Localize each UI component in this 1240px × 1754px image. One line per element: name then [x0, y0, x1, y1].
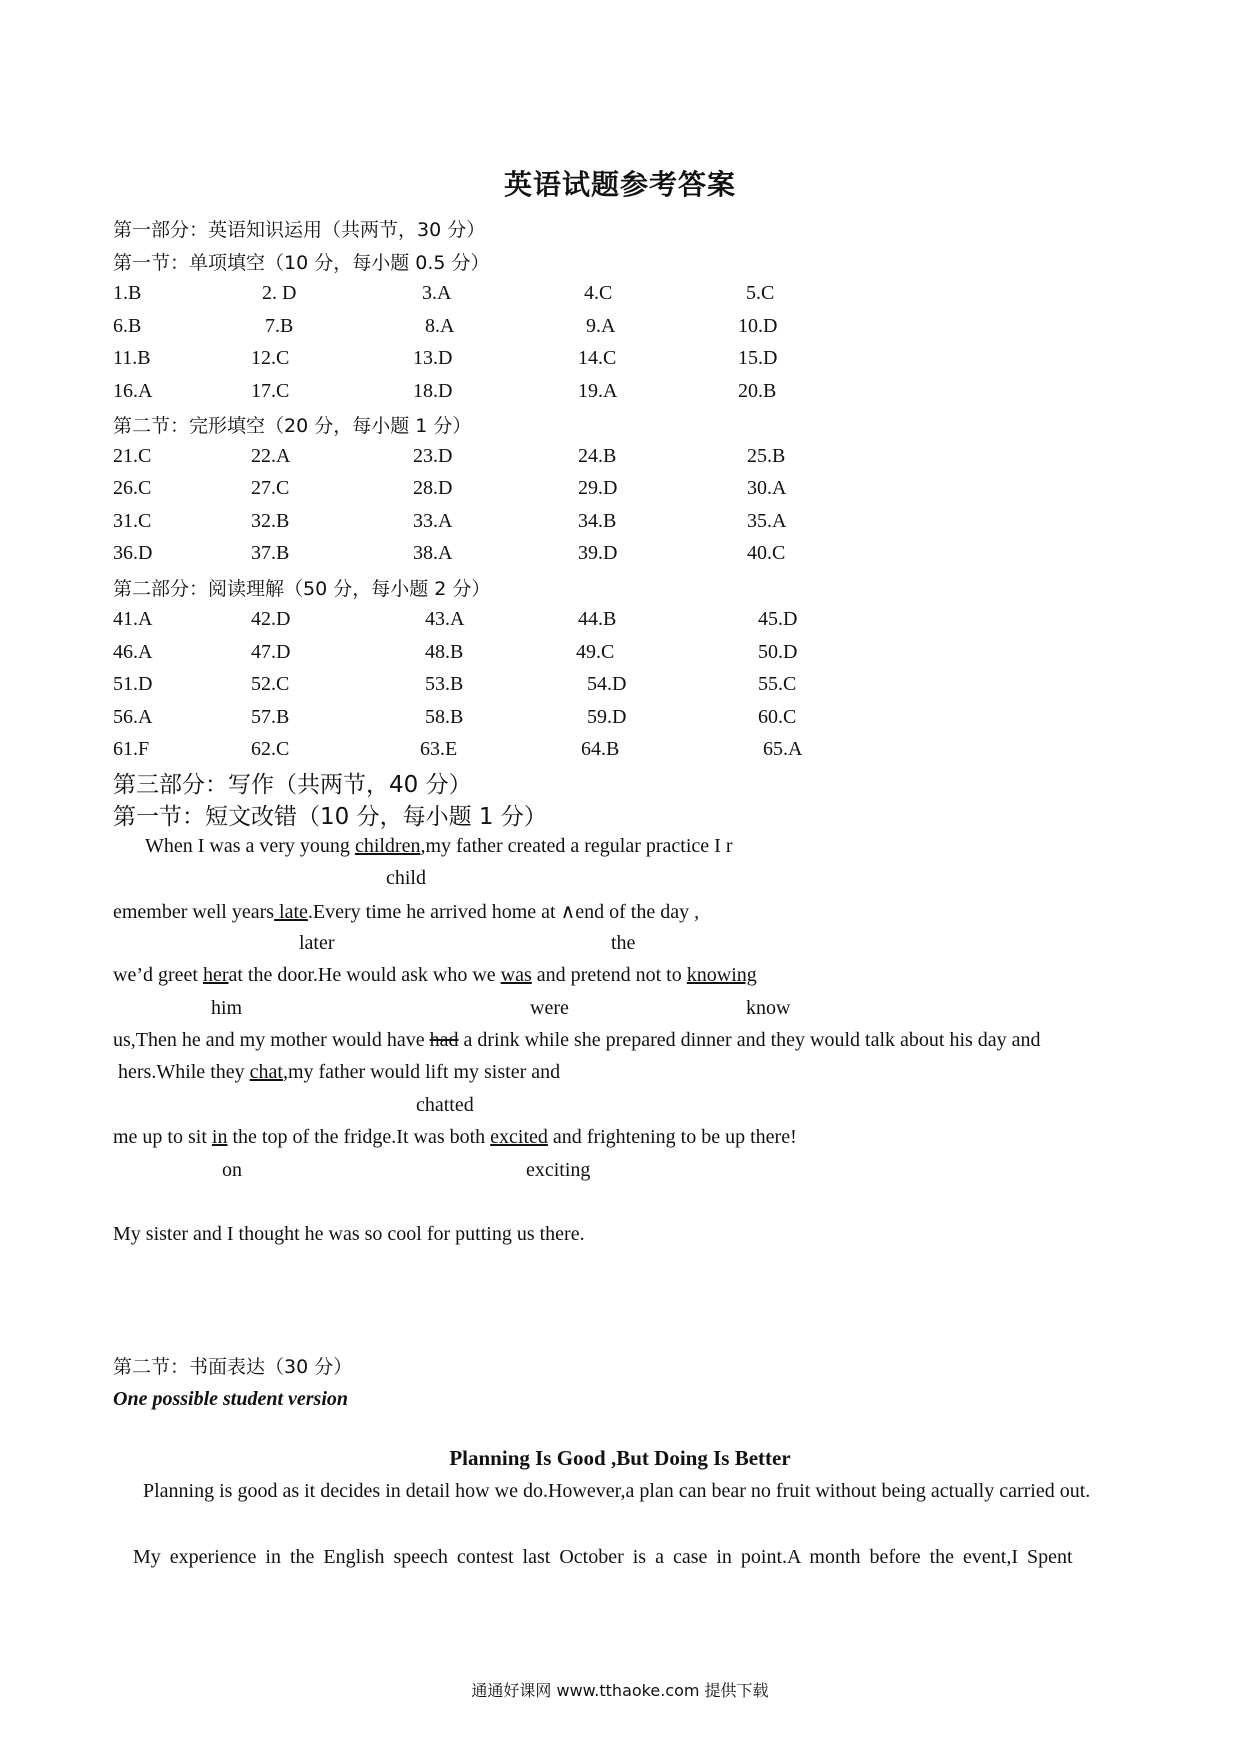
- answer-row: [0, 608, 1240, 636]
- correction-text: ,my father created a regular practice I r: [420, 835, 733, 857]
- correction-answer: him: [211, 997, 243, 1019]
- answer-cell: 31.C: [113, 510, 152, 532]
- answer-cell: 41.A: [113, 608, 153, 630]
- answer-cell: 50.D: [758, 641, 798, 663]
- part3-heading: 第三部分：写作（共两节，40 分）: [113, 772, 472, 798]
- answer-row: [0, 347, 1240, 375]
- answer-cell: 14.C: [578, 347, 617, 369]
- correction-answer: on: [222, 1159, 242, 1181]
- answer-cell: 10.D: [738, 315, 778, 337]
- correction-answer: the: [611, 932, 636, 954]
- correction-error: in: [211, 1126, 228, 1148]
- answer-row: [0, 282, 1240, 310]
- correction-line-1: [145, 835, 733, 858]
- correction-line-6: [113, 1126, 797, 1149]
- answer-cell: 59.D: [587, 706, 627, 728]
- answer-cell: 33.A: [413, 510, 453, 532]
- correction-line-7: My sister and I thought he was so cool for putting us there.: [113, 1223, 585, 1245]
- answer-cell: 44.B: [578, 608, 617, 630]
- answer-cell: 57.B: [251, 706, 290, 728]
- answer-cell: 58.B: [425, 706, 464, 728]
- answer-cell: 15.D: [738, 347, 778, 369]
- answer-cell: 30.A: [747, 477, 787, 499]
- essay-title: Planning Is Good ,But Doing Is Better: [449, 1446, 791, 1470]
- answer-cell: 3.A: [422, 282, 452, 304]
- correction-text: a drink while she prepared dinner and they would talk about his day and: [458, 1029, 1041, 1051]
- correction-error: knowing: [686, 964, 757, 986]
- answer-cell: 2. D: [262, 282, 297, 304]
- correction-error: was: [500, 964, 532, 986]
- sample-label: One possible student version: [113, 1388, 349, 1410]
- answer-cell: 18.D: [413, 380, 453, 402]
- answer-cell: 11.B: [113, 347, 151, 369]
- answer-cell: 63.E: [420, 738, 458, 760]
- correction-answer: later: [299, 932, 335, 954]
- answer-cell: 55.C: [758, 673, 797, 695]
- correction-line-2: [113, 899, 699, 924]
- answer-cell: 29.D: [578, 477, 618, 499]
- answer-cell: 62.C: [251, 738, 290, 760]
- answer-row: [0, 542, 1240, 570]
- answer-cell: 51.D: [113, 673, 153, 695]
- answer-cell: 1.B: [113, 282, 142, 304]
- answer-cell: 28.D: [413, 477, 453, 499]
- part1-section2-heading: 第二节：完形填空（20 分，每小题 1 分）: [113, 415, 472, 437]
- answer-cell: 23.D: [413, 445, 453, 467]
- answer-cell: 24.B: [578, 445, 617, 467]
- answer-cell: 25.B: [747, 445, 786, 467]
- answer-cell: 64.B: [581, 738, 620, 760]
- correction-text: the top of the fridge.It was both: [227, 1126, 491, 1148]
- footer-source: 通通好课网 www.tthaoke.com 提供下载: [471, 1681, 769, 1700]
- correction-text: we’d greet: [113, 964, 203, 986]
- correction-text: ,my father would lift my sister and: [282, 1061, 561, 1083]
- answer-cell: 61.F: [113, 738, 150, 760]
- part1-section1-heading: 第一节：单项填空（10 分，每小题 0.5 分）: [113, 252, 490, 274]
- answer-cell: 54.D: [587, 673, 627, 695]
- answer-cell: 12.C: [251, 347, 290, 369]
- answer-cell: 53.B: [425, 673, 464, 695]
- answer-row: [0, 445, 1240, 473]
- correction-line-5: [118, 1061, 560, 1084]
- answer-cell: 21.C: [113, 445, 152, 467]
- answer-row: [0, 738, 1240, 766]
- answer-row: [0, 315, 1240, 343]
- answer-row: [0, 641, 1240, 669]
- answer-cell: 52.C: [251, 673, 290, 695]
- answer-cell: 4.C: [584, 282, 613, 304]
- answer-cell: 42.D: [251, 608, 291, 630]
- answer-row: [0, 380, 1240, 408]
- correction-error: late: [274, 901, 308, 923]
- answer-cell: 48.B: [425, 641, 464, 663]
- answer-cell: 60.C: [758, 706, 797, 728]
- page-title: 英语试题参考答案: [503, 170, 736, 201]
- correction-text: When I was a very young: [145, 835, 355, 857]
- correction-text: .Every time he arrived home at ∧end of the day ,: [307, 901, 700, 923]
- correction-error: her: [202, 964, 229, 986]
- answer-cell: 32.B: [251, 510, 290, 532]
- answer-cell: 19.A: [578, 380, 618, 402]
- answer-row: [0, 706, 1240, 734]
- correction-line-3: [113, 964, 757, 987]
- answer-cell: 47.D: [251, 641, 291, 663]
- answer-cell: 38.A: [413, 542, 453, 564]
- answer-cell: 22.A: [251, 445, 291, 467]
- correction-error: excited: [490, 1126, 548, 1148]
- answer-cell: 37.B: [251, 542, 290, 564]
- answer-cell: 40.C: [747, 542, 786, 564]
- answer-cell: 49.C: [576, 641, 615, 663]
- correction-text: me up to sit: [113, 1126, 212, 1148]
- answer-row: [0, 673, 1240, 701]
- answer-cell: 17.C: [251, 380, 290, 402]
- correction-text: us,Then he and my mother would have: [113, 1029, 430, 1051]
- correction-text: and pretend not to: [531, 964, 687, 986]
- answer-cell: 45.D: [758, 608, 798, 630]
- correction-answer: chatted: [416, 1094, 474, 1116]
- answer-cell: 9.A: [586, 315, 616, 337]
- answer-cell: 39.D: [578, 542, 618, 564]
- correction-text: and frightening to be up there!: [547, 1126, 797, 1148]
- answer-row: [0, 510, 1240, 538]
- correction-error: chat: [249, 1061, 283, 1083]
- answer-cell: 27.C: [251, 477, 290, 499]
- correction-line-4: [113, 1029, 1041, 1052]
- correction-answer: know: [746, 997, 791, 1019]
- part2-heading: 第二部分：阅读理解（50 分，每小题 2 分）: [113, 578, 491, 600]
- answer-cell: 5.C: [746, 282, 775, 304]
- answer-cell: 34.B: [578, 510, 617, 532]
- essay-paragraph-1: Planning is good as it decides in detail how we do.However,a plan can bear no fruit without being actually carried out.: [143, 1480, 1091, 1502]
- correction-answer: child: [386, 867, 426, 889]
- answer-row: [0, 477, 1240, 505]
- correction-text: hers.While they: [118, 1061, 250, 1083]
- part3-section2-heading: 第二节：书面表达（30 分）: [113, 1356, 353, 1378]
- correction-answer: were: [530, 997, 569, 1019]
- answer-cell: 36.D: [113, 542, 153, 564]
- answer-cell: 46.A: [113, 641, 153, 663]
- answer-cell: 65.A: [763, 738, 803, 760]
- answer-cell: 13.D: [413, 347, 453, 369]
- answer-cell: 35.A: [747, 510, 787, 532]
- essay-paragraph-2: My experience in the English speech contest last October is a case in point.A month before the event,I Spent: [133, 1546, 1073, 1568]
- answer-cell: 16.A: [113, 380, 153, 402]
- part1-heading: 第一部分：英语知识运用（共两节，30 分）: [113, 219, 486, 241]
- answer-cell: 43.A: [425, 608, 465, 630]
- correction-deleted-word: had: [429, 1029, 459, 1051]
- correction-error: children: [354, 835, 421, 857]
- answer-cell: 6.B: [113, 315, 142, 337]
- answer-cell: 26.C: [113, 477, 152, 499]
- part3-section1-heading: 第一节：短文改错（10 分，每小题 1 分）: [113, 804, 547, 830]
- answer-cell: 7.B: [265, 315, 294, 337]
- correction-text: at the door.He would ask who we: [228, 964, 501, 986]
- answer-cell: 20.B: [738, 380, 777, 402]
- answer-cell: 56.A: [113, 706, 153, 728]
- correction-answer: exciting: [526, 1159, 591, 1181]
- answer-cell: 8.A: [425, 315, 455, 337]
- correction-text: emember well years: [113, 901, 275, 923]
